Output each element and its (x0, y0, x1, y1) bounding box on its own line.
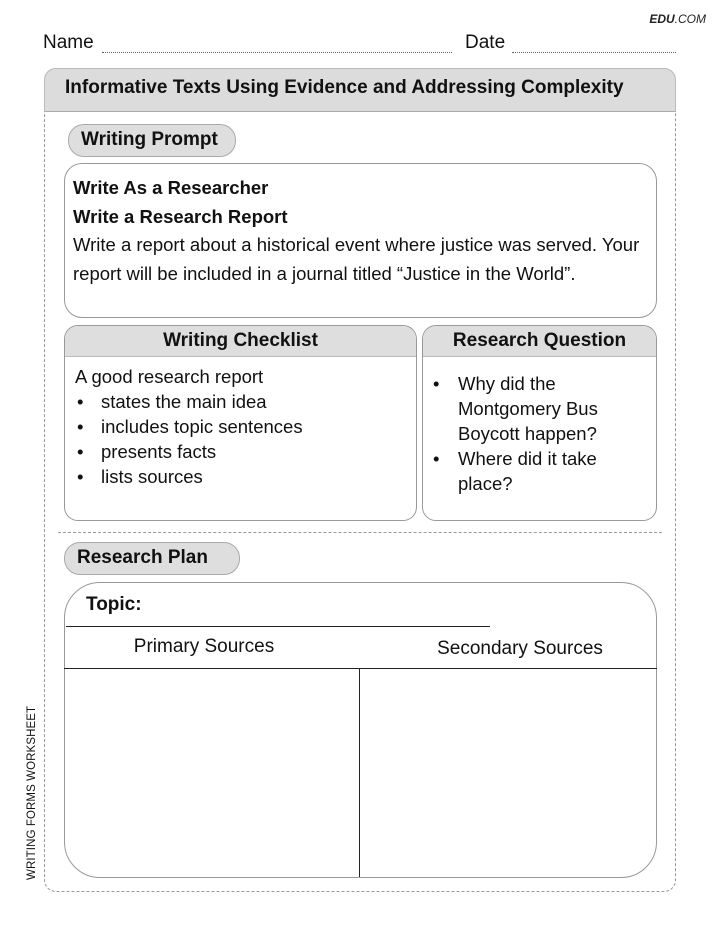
edu-logo: EDU.COM (649, 12, 706, 26)
name-field-line[interactable] (102, 52, 452, 53)
checklist-intro: A good research report (75, 366, 264, 387)
primary-sources-label: Primary Sources (133, 636, 275, 657)
date-label: Date (465, 32, 506, 53)
sources-column-divider (359, 669, 360, 877)
writing-checklist-box (64, 325, 417, 521)
checklist-item: • lists sources (75, 464, 406, 489)
section-divider (58, 532, 662, 533)
checklist-item: • states the main idea (75, 389, 406, 414)
topic-field-line[interactable] (66, 626, 490, 627)
topic-label: Topic: (86, 594, 142, 615)
research-plan-label: Research Plan (64, 542, 240, 575)
secondary-sources-area[interactable] (362, 671, 654, 871)
date-field-line[interactable] (512, 52, 676, 53)
research-question-box (422, 325, 657, 521)
checklist-item: • presents facts (75, 439, 406, 464)
name-label: Name (43, 32, 94, 53)
checklist-item: • includes topic sentences (75, 414, 406, 439)
writing-prompt-box (64, 163, 657, 318)
primary-sources-area[interactable] (66, 671, 358, 871)
writing-prompt-label: Writing Prompt (68, 124, 236, 157)
sources-header-line (64, 668, 657, 669)
prompt-heading-1: Write As a Researcher (73, 177, 269, 198)
checklist-list (75, 389, 406, 489)
research-question-item: • Where did it take place? (431, 446, 646, 496)
research-question-title: Research Question (423, 326, 656, 357)
worksheet-title: Informative Texts Using Evidence and Addressing Complexity (44, 68, 676, 112)
side-label: WRITING FORMS WORKSHEET (26, 705, 38, 880)
secondary-sources-label: Secondary Sources (437, 638, 603, 659)
prompt-body: Write a report about a historical event where justice was served. Your report will be included in a journal titled “Justice in the World”. (73, 234, 640, 284)
writing-checklist-title: Writing Checklist (65, 326, 416, 357)
research-question-list (431, 371, 646, 496)
research-question-item: • Why did the Montgomery Bus Boycott happen? (431, 371, 646, 446)
prompt-heading-2: Write a Research Report (73, 205, 288, 227)
